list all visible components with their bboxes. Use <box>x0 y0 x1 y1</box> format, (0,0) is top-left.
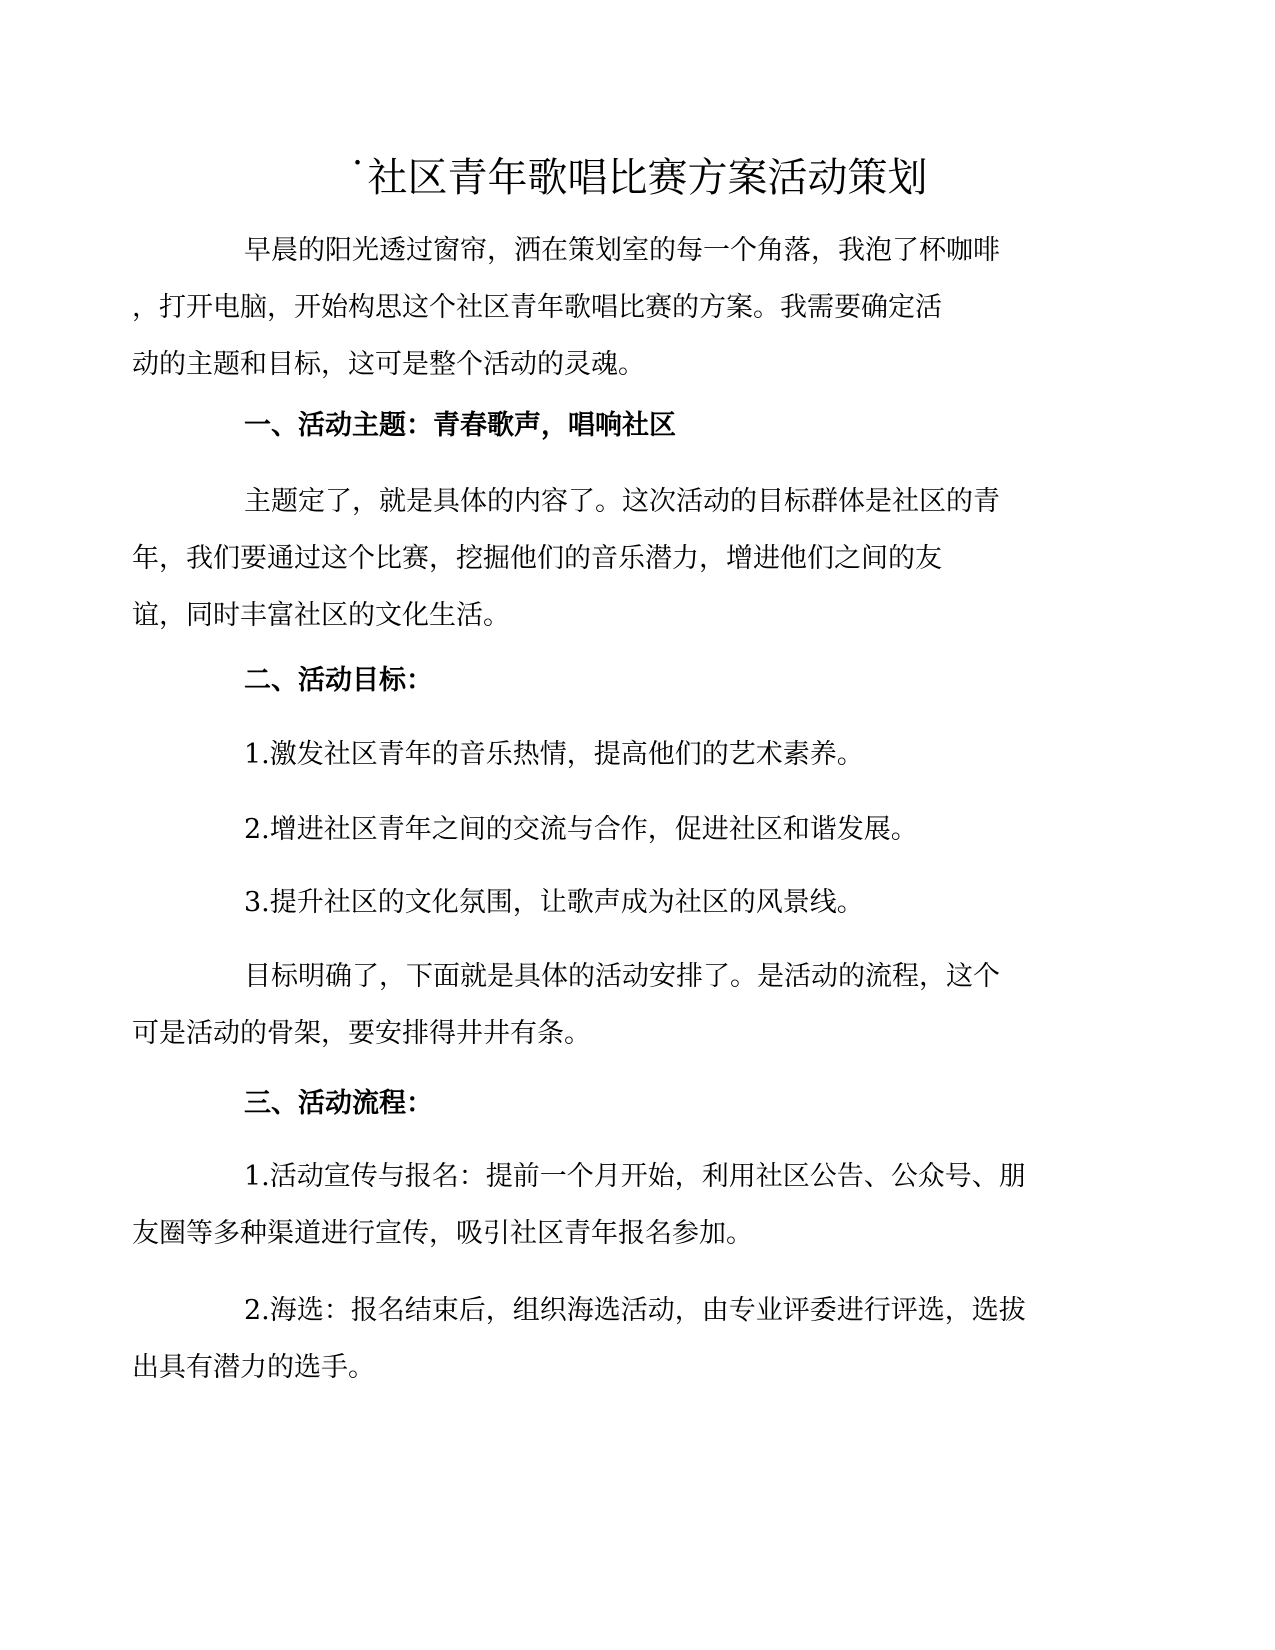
transition-line: 可是活动的骨架，要安排得井井有条。 <box>132 1018 591 1049</box>
theme-line: 主题定了，就是具体的内容了。这次活动的目标群体是社区的青 <box>244 486 1000 517</box>
intro-line: 早晨的阳光透过窗帘，洒在策划室的每一个角落，我泡了杯咖啡 <box>244 235 1000 266</box>
goal-line: 2.增进社区青年之间的交流与合作，促进社区和谐发展。 <box>244 814 918 845</box>
process-line: 出具有潜力的选手。 <box>132 1352 375 1383</box>
document-title: ˙社区青年歌唱比赛方案活动策划 <box>347 155 928 201</box>
theme-line: 年，我们要通过这个比赛，挖掘他们的音乐潜力，增进他们之间的友 <box>132 543 942 574</box>
theme-line: 谊，同时丰富社区的文化生活。 <box>132 600 510 631</box>
goal-line: 3.提升社区的文化氛围，让歌声成为社区的风景线。 <box>244 887 864 918</box>
process-item <box>132 1282 1088 1396</box>
intro-paragraph <box>132 222 1088 393</box>
section-heading-theme: 一、活动主题：青春歌声，唱响社区 <box>244 410 676 441</box>
process-line: 2.海选：报名结束后，组织海选活动，由专业评委进行评选，选拔 <box>244 1295 1026 1326</box>
process-line: 友圈等多种渠道进行宣传，吸引社区青年报名参加。 <box>132 1218 753 1249</box>
process-line: 1.活动宣传与报名：提前一个月开始，利用社区公告、公众号、朋 <box>244 1161 1026 1192</box>
section-heading-process: 三、活动流程： <box>244 1088 433 1119</box>
transition-paragraph <box>132 948 1088 1062</box>
goal-item <box>188 801 1088 858</box>
process-item <box>132 1148 1088 1262</box>
intro-line: ，打开电脑，开始构思这个社区青年歌唱比赛的方案。我需要确定活 <box>132 292 942 323</box>
goal-line: 1.激发社区青年的音乐热情，提高他们的艺术素养。 <box>244 739 864 770</box>
transition-line: 目标明确了，下面就是具体的活动安排了。是活动的流程，这个 <box>244 961 1000 992</box>
goal-item <box>188 726 1088 783</box>
intro-line: 动的主题和目标，这可是整个活动的灵魂。 <box>132 349 645 380</box>
theme-paragraph <box>132 473 1088 644</box>
section-heading-goals: 二、活动目标： <box>244 665 433 696</box>
goal-item <box>188 874 1088 931</box>
